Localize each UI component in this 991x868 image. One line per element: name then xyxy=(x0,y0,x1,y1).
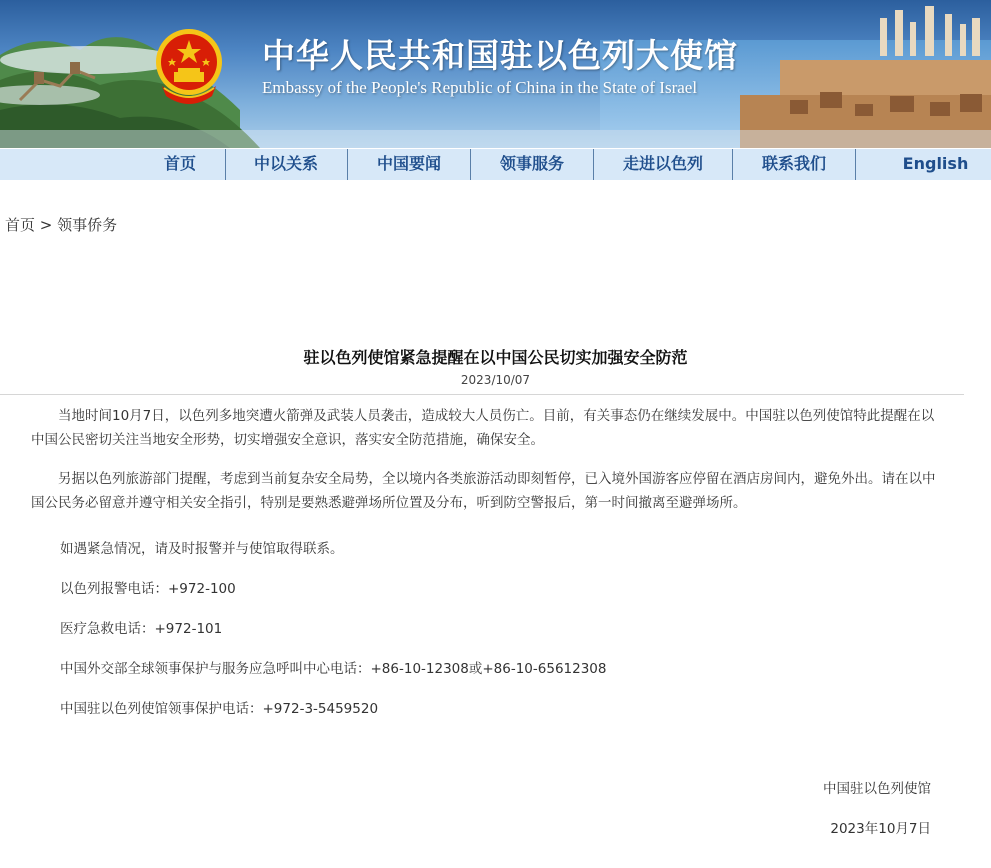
contact-notice: 如遇紧急情况，请及时报警并与使馆取得联系。 xyxy=(60,541,344,557)
title-divider xyxy=(0,394,964,395)
medical-phone: 医疗急救电话：+972-101 xyxy=(60,621,223,637)
nav-item-about-israel[interactable]: 走进以色列 xyxy=(622,154,703,173)
main-nav xyxy=(0,148,991,180)
site-title-en: Embassy of the People's Republic of China in the State of Israel xyxy=(262,78,698,97)
breadcrumb-current-link[interactable]: 领事侨务 xyxy=(57,216,118,234)
national-emblem-icon xyxy=(152,26,226,108)
breadcrumb-home-link[interactable]: 首页 xyxy=(5,216,36,234)
nav-item-home[interactable]: 首页 xyxy=(163,154,196,173)
signature-org: 中国驻以色列使馆 xyxy=(823,781,931,797)
article-paragraph: 另据以色列旅游部门提醒，考虑到当前复杂安全局势，全以境内各类旅游活动即刻暂停，已入境外国游客应停留在酒店房间内，避免外出。请在以中国公民务必留意并遵守相关安全指引，特别是要熟悉避弹场所位置及分布，听到防空警报后，第一时间撤离至避弹场所。 xyxy=(31,471,936,511)
breadcrumb xyxy=(5,214,117,235)
site-title-cn: 中华人民共和国驻以色列大使馆 xyxy=(262,36,738,75)
article-date: 2023/10/07 xyxy=(460,373,531,387)
article-body xyxy=(31,404,936,515)
embassy-consular-phone: 中国驻以色列使馆领事保护电话：+972-3-5459520 xyxy=(60,701,379,717)
signature-date: 2023年10月7日 xyxy=(830,821,931,837)
nav-item-china-news[interactable]: 中国要闻 xyxy=(376,154,441,173)
mfa-hotline: 中国外交部全球领事保护与服务应急呼叫中心电话：+86-10-12308或+86-10-65612308 xyxy=(60,661,607,677)
nav-item-contact-us[interactable]: 联系我们 xyxy=(761,154,826,173)
nav-item-china-israel-relations[interactable]: 中以关系 xyxy=(253,154,318,173)
nav-item-consular-services[interactable]: 领事服务 xyxy=(499,154,564,173)
breadcrumb-separator: > xyxy=(35,216,58,234)
article-paragraph: 当地时间10月7日，以色列多地突遭火箭弹及武装人员袭击，造成较大人员伤亡。目前，有关事态仍在继续发展中。中国驻以色列使馆特此提醒在以中国公民密切关注当地安全形势，切实增强安全意识，落实安全防范措施，确保安全。 xyxy=(31,408,935,448)
nav-item-english[interactable]: English xyxy=(902,154,969,173)
police-phone: 以色列报警电话：+972-100 xyxy=(60,581,236,597)
header-banner xyxy=(0,0,991,148)
nav-separator xyxy=(855,149,856,180)
article-title: 驻以色列使馆紧急提醒在以中国公民切实加强安全防范 xyxy=(303,348,688,367)
